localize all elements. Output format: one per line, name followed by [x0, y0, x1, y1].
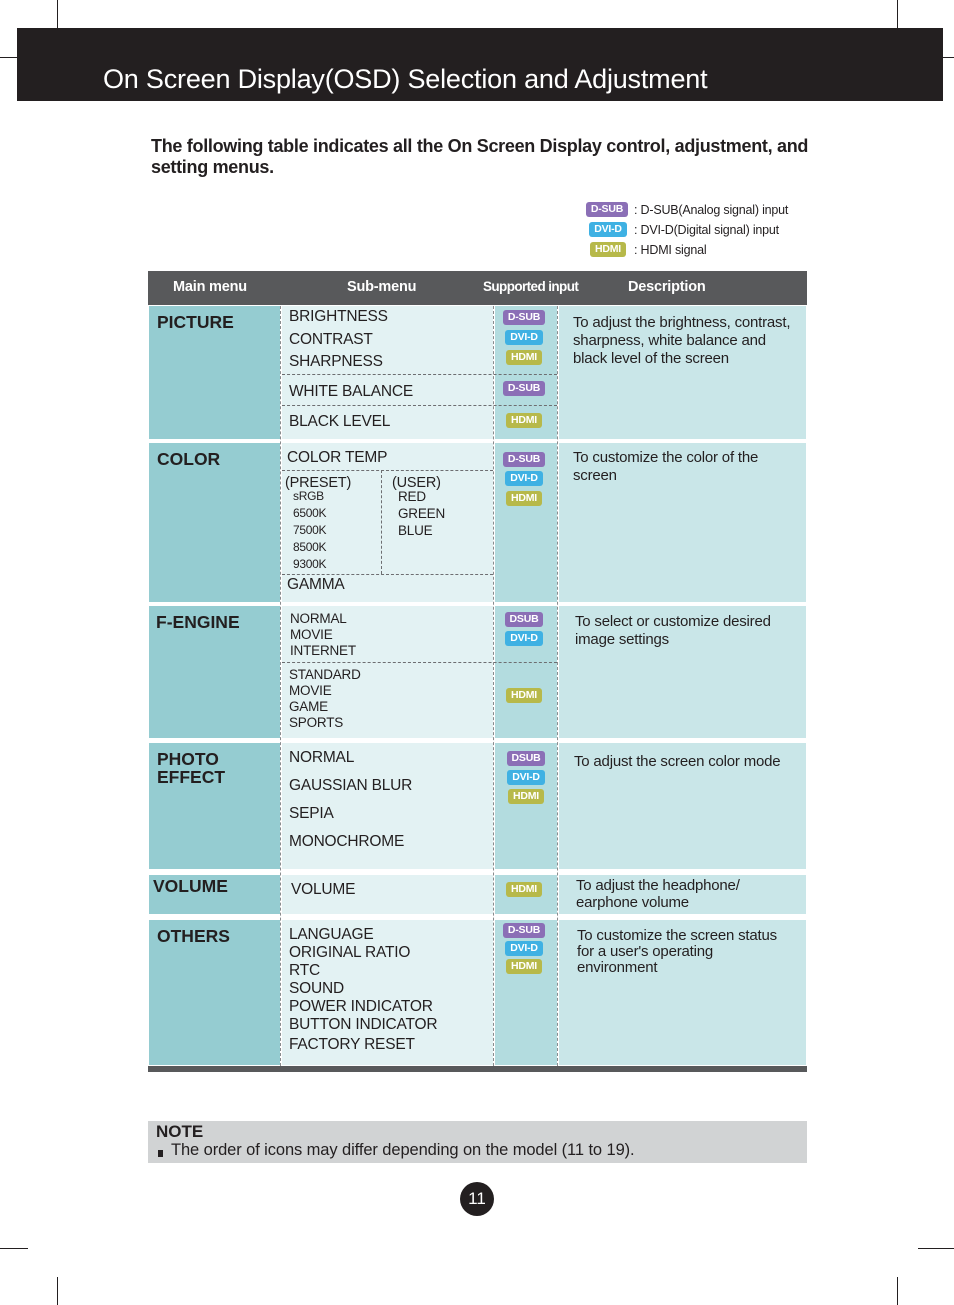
fengine-game: GAME [289, 699, 328, 714]
column-divider [493, 306, 494, 1066]
main-menu-effect: EFFECT [157, 767, 226, 787]
table-header [148, 271, 807, 305]
hdmi-badge: HDMI [506, 882, 542, 897]
user-green: GREEN [398, 506, 446, 521]
dsub-badge: DSUB [505, 612, 543, 627]
header-sub-menu: Sub-menu [347, 279, 417, 295]
desc-photo: To adjust the screen color mode [574, 753, 781, 770]
divider [282, 574, 493, 575]
sub-color-temp: COLOR TEMP [287, 449, 388, 466]
header-description: Description [628, 279, 706, 295]
table-footer-bar [148, 1066, 807, 1072]
others-button-indicator: BUTTON INDICATOR [289, 1016, 438, 1033]
dvid-badge: DVI-D [589, 222, 627, 237]
fengine-standard: STANDARD [289, 667, 361, 682]
hdmi-badge: HDMI [508, 789, 544, 804]
sub-gamma: GAMMA [287, 576, 345, 593]
main-menu-photo: PHOTO [157, 749, 219, 769]
fengine-movie-2: MOVIE [289, 683, 332, 698]
desc-picture: To adjust the brightness, contrast, sharpness, white balance and black level of the screen [573, 314, 791, 367]
hdmi-badge: HDMI [506, 959, 542, 974]
fengine-sports: SPORTS [289, 715, 344, 730]
crop-mark [0, 1248, 28, 1249]
desc-fengine: To select or customize desired image settings [575, 613, 771, 648]
dvid-badge: DVI-D [505, 631, 543, 646]
main-menu-fengine: F-ENGINE [156, 612, 240, 632]
column-divider [280, 306, 281, 1066]
others-language: LANGUAGE [289, 926, 374, 943]
sub-black-level: BLACK LEVEL [289, 413, 391, 430]
bullet-icon [158, 1150, 163, 1157]
dsub-badge: D-SUB [503, 310, 545, 325]
others-original-ratio: ORIGINAL RATIO [289, 944, 411, 961]
desc-others: To customize the screen status for a user's operating environment [577, 927, 777, 976]
crop-mark [57, 1277, 58, 1305]
header-main-menu: Main menu [173, 279, 247, 295]
user-red: RED [398, 489, 426, 504]
legend-dvid-text: : DVI-D(Digital signal) input [634, 223, 779, 237]
fengine-normal: NORMAL [290, 611, 347, 626]
preset-6500k: 6500K [293, 506, 327, 520]
hdmi-badge: HDMI [506, 688, 542, 703]
photo-monochrome: MONOCHROME [289, 833, 405, 850]
divider [282, 374, 557, 375]
others-rtc: RTC [289, 962, 320, 979]
divider [282, 470, 493, 471]
dsub-badge: DSUB [507, 751, 545, 766]
dvid-badge: DVI-D [507, 770, 545, 785]
crop-mark [943, 57, 954, 58]
fengine-internet: INTERNET [290, 643, 356, 658]
sub-brightness: BRIGHTNESS [289, 308, 388, 325]
column-divider [557, 306, 558, 1066]
dvid-badge: DVI-D [505, 941, 543, 956]
crop-mark [0, 57, 17, 58]
sub-contrast: CONTRAST [289, 331, 373, 348]
desc-color: To customize the color of the screen [573, 449, 759, 484]
page-title: On Screen Display(OSD) Selection and Adjustment [103, 64, 708, 94]
dsub-badge: D-SUB [503, 381, 545, 396]
crop-mark [897, 0, 898, 28]
dvid-badge: DVI-D [505, 471, 543, 486]
dsub-badge: D-SUB [503, 452, 545, 467]
others-sound: SOUND [289, 980, 344, 997]
note-title: NOTE [156, 1122, 204, 1141]
main-menu-color: COLOR [157, 449, 221, 469]
sub-white-balance: WHITE BALANCE [289, 383, 414, 400]
page-number: 11 [460, 1182, 494, 1216]
header-supported-input: Supported input [483, 279, 579, 294]
others-power-indicator: POWER INDICATOR [289, 998, 433, 1015]
legend-hdmi-text: : HDMI signal [634, 243, 707, 257]
user-blue: BLUE [398, 523, 433, 538]
preset-label: (PRESET) [285, 475, 352, 491]
photo-gaussian-blur: GAUSSIAN BLUR [289, 777, 413, 794]
divider [282, 405, 557, 406]
main-menu-others: OTHERS [157, 926, 230, 946]
preset-8500k: 8500K [293, 540, 327, 554]
crop-mark [897, 1277, 898, 1305]
note-text: The order of icons may differ depending on the model (11 to 19). [171, 1141, 635, 1159]
sub-volume: VOLUME [291, 881, 356, 898]
fengine-movie: MOVIE [290, 627, 333, 642]
sub-sharpness: SHARPNESS [289, 353, 383, 370]
dsub-badge: D-SUB [586, 202, 628, 217]
hdmi-badge: HDMI [506, 413, 542, 428]
preset-9300k: 9300K [293, 557, 327, 571]
preset-7500k: 7500K [293, 523, 327, 537]
hdmi-badge: HDMI [506, 350, 542, 365]
intro-text: The following table indicates all the On Screen Display control, adjustment, and setting menus. [151, 136, 809, 177]
crop-mark [918, 1248, 954, 1249]
photo-normal: NORMAL [289, 749, 355, 766]
divider [282, 662, 557, 663]
dvid-badge: DVI-D [505, 330, 543, 345]
main-menu-volume: VOLUME [153, 876, 228, 896]
main-menu-picture: PICTURE [157, 312, 234, 332]
legend-dsub-text: : D-SUB(Analog signal) input [634, 203, 789, 217]
divider [381, 470, 382, 574]
others-factory-reset: FACTORY RESET [289, 1036, 415, 1053]
header-bar [17, 28, 943, 101]
note-box [148, 1121, 807, 1163]
photo-sepia: SEPIA [289, 805, 334, 822]
crop-mark [57, 0, 58, 28]
hdmi-badge: HDMI [506, 491, 542, 506]
desc-volume: To adjust the headphone/ earphone volume [576, 877, 740, 911]
hdmi-badge: HDMI [590, 242, 626, 257]
preset-srgb: sRGB [293, 489, 324, 503]
dsub-badge: D-SUB [503, 923, 545, 938]
user-label: (USER) [392, 475, 441, 491]
